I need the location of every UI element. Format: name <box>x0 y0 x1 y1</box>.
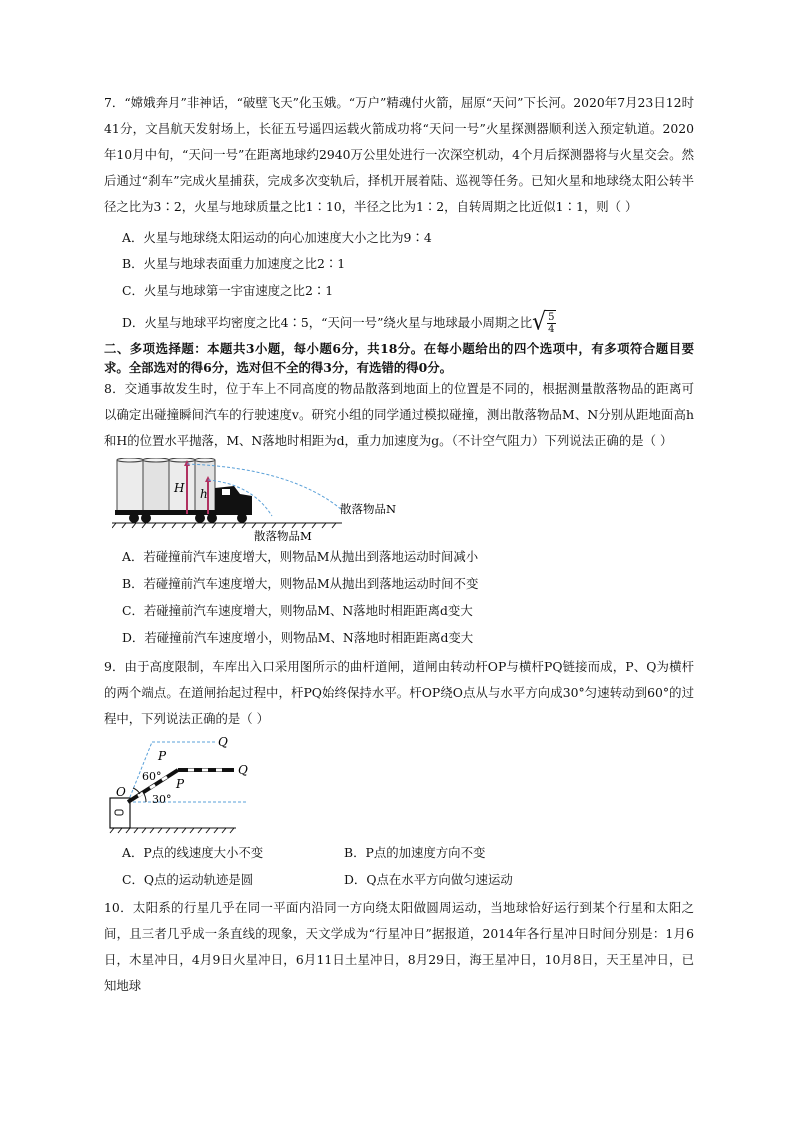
label-item-n: 散落物品N <box>340 502 397 516</box>
label-60deg: 60° <box>142 770 162 783</box>
fraction-numerator: 5 <box>548 312 555 323</box>
label-p-upper: P <box>158 749 167 763</box>
label-o: O <box>116 785 126 799</box>
q7-option-b: B．火星与地球表面重力加速度之比2∶1 <box>122 256 346 271</box>
label-q-lower: Q <box>238 763 248 777</box>
sqrt-fraction <box>532 310 555 335</box>
q7-option-d-text: D．火星与地球平均密度之比4∶5，“天问一号”绕火星与地球最小周期之比 <box>122 314 533 330</box>
q7-option-a: A．火星与地球绕太阳运动的向心加速度大小之比为9∶4 <box>122 230 432 245</box>
q8-figure-truck <box>112 458 412 548</box>
trailer <box>117 458 215 512</box>
radical-body <box>546 310 555 335</box>
q9-option-d: D．Q点在水平方向做匀速运动 <box>344 872 513 887</box>
q7-option-c: C．火星与地球第一宇宙速度之比2∶1 <box>122 283 334 298</box>
label-H: H <box>174 481 185 495</box>
q10-stem: 10．太阳系的行星几乎在同一平面内沿同一方向绕太阳做圆周运动，当地球恰好运行到某个行星和太阳之间，且三者几乎成一条直线的现象，天文学成为“行星冲日”据报道，2014年各行星冲日时间分别是：1月6日，木星冲日，4月9日火星冲日，6月11日土星冲日，8月29日，海王星冲日，10月8日，天王星冲日，已知地球 <box>104 900 694 993</box>
fraction-denominator: 4 <box>548 324 555 335</box>
q9-option-c: C．Q点的运动轨迹是圆 <box>122 872 254 887</box>
section2-title: 二、多项选择题：本题共3小题，每小题6分，共18分。在每小题给出的四个选项中，有多项符合题目要求。全部选对的得6分，选对但不全的得3分，有选错的得0分。 <box>104 341 694 375</box>
label-q-upper: Q <box>218 735 228 749</box>
q7-option-d <box>122 310 556 335</box>
q7-stem: 7．“嫦娥奔月”非神话，“破壁飞天”化玉娥。“万户”精魂付火箭，屈原“天问”下长河。2020年7月23日12时41分，文昌航天发射场上，长征五号遥四运载火箭成功将“天问一号”火星探测器顺利送入预定轨道。2020年10月中旬，“天问一号”在距离地球约2940万公里处进行一次深空机动，4个月后探测器将与火星交会。然后通过“刹车”完成火星捕获，完成多次变轨后，择机开展着陆、巡视等任务。已知火星和地球绕太阳公转半径之比为3∶2，火星与地球质量之比1∶10，半径之比为1∶2，自转周期之比近似1∶1，则（ ） <box>104 95 694 214</box>
label-item-m: 散落物品M <box>254 529 312 543</box>
q8-option-c: C．若碰撞前汽车速度增大，则物品M、N落地时相距距离d变大 <box>122 603 473 618</box>
q9-option-a: A．P点的线速度大小不变 <box>122 845 264 860</box>
label-p-lower: P <box>176 777 185 791</box>
q8-option-a: A．若碰撞前汽车速度增大，则物品M从抛出到落地运动时间减小 <box>122 549 479 564</box>
q9-option-b: B．P点的加速度方向不变 <box>344 845 486 860</box>
label-30deg: 30° <box>152 793 172 806</box>
q9-stem: 9．由于高度限制，车库出入口采用图所示的曲杆道闸，道闸由转动杆OP与横杆PQ链接而成，P、Q为横杆的两个端点。在道闸抬起过程中，杆PQ始终保持水平。杆OP绕O点从与水平方向成30°匀速转动到60°的过程中，下列说法正确的是（ ） <box>104 659 694 726</box>
label-h: h <box>200 487 208 501</box>
fraction <box>547 312 555 335</box>
q8-option-b: B．若碰撞前汽车速度增大，则物品M从抛出到落地运动时间不变 <box>122 576 479 591</box>
q9-figure-barrier <box>106 732 256 842</box>
q8-option-d: D．若碰撞前汽车速度增小，则物品M、N落地时相距距离d变大 <box>122 630 474 645</box>
radical-sign: √ <box>532 308 547 336</box>
q8-stem: 8．交通事故发生时，位于车上不同高度的物品散落到地面上的位置是不同的，根据测量散落物品的距离可以确定出碰撞瞬间汽车的行驶速度v。研究小组的同学通过模拟碰撞，测出散落物品M、N分别从距地面高h和H的位置水平抛落，M、N落地时相距为d，重力加速度为g。（不计空气阻力）下列说法正确的是（ ） <box>104 381 694 448</box>
